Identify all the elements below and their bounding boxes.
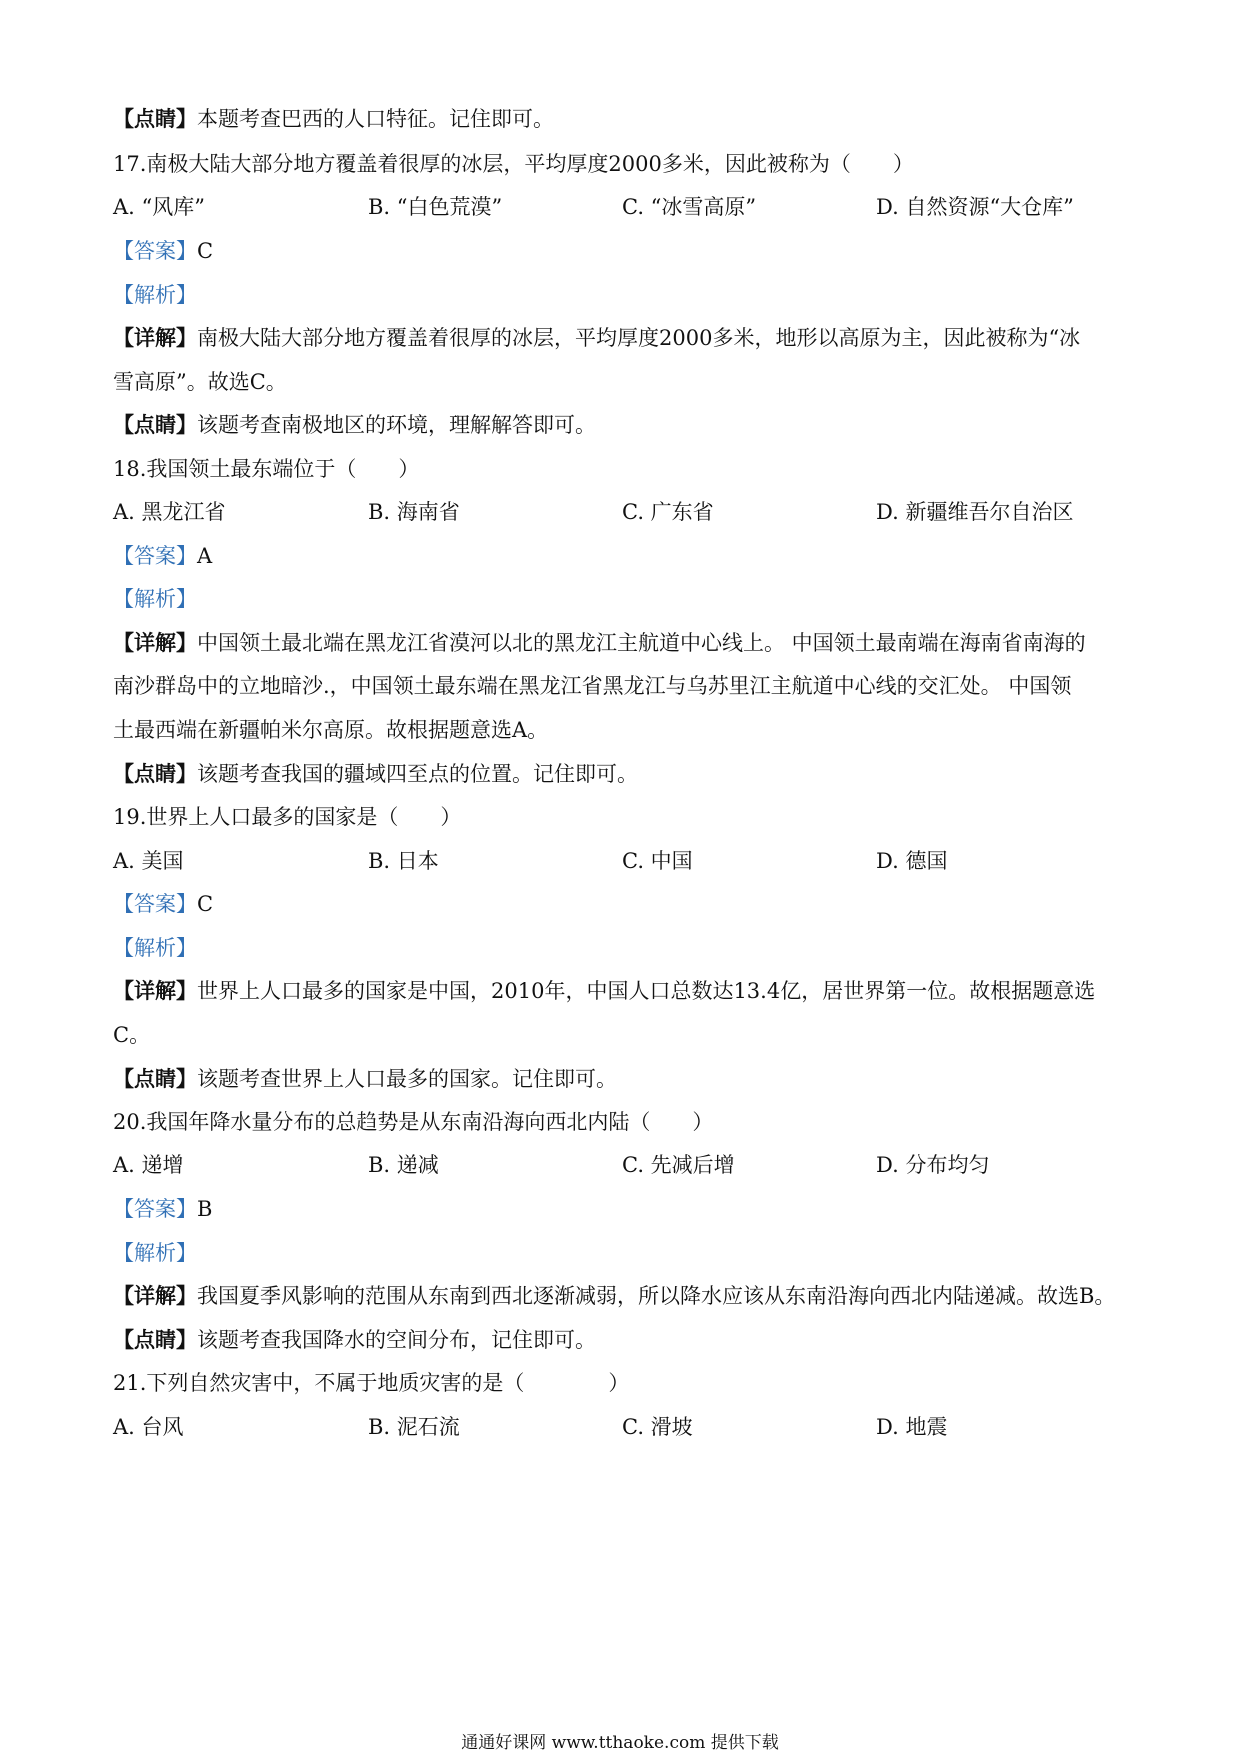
detail-text: 中国领土最北端在黑龙江省漠河以北的黑龙江主航道中心线上。 中国领土最南端在海南省南海的 bbox=[197, 631, 1086, 655]
detail-tag: 【详解】 bbox=[113, 630, 197, 655]
q19-option-a: A. 美国 bbox=[113, 849, 184, 873]
q18-option-a: A. 黑龙江省 bbox=[113, 500, 226, 524]
detail-text: 世界上人口最多的国家是中国，2010年，中国人口总数达13.4亿，居世界第一位。故根据题意选 bbox=[197, 979, 1096, 1003]
q19-analysis-tag: 【解析】 bbox=[113, 936, 197, 960]
q19-option-b: B. 日本 bbox=[368, 849, 439, 873]
tip-text: 该题考查南极地区的环境，理解解答即可。 bbox=[197, 413, 596, 437]
tip-tag: 【点睛】 bbox=[113, 412, 197, 437]
page-footer: 通通好课网 www.tthaoke.com 提供下载 bbox=[461, 1733, 779, 1753]
tip-text: 该题考查我国降水的空间分布，记住即可。 bbox=[197, 1328, 596, 1352]
tip-text: 该题考查世界上人口最多的国家。记住即可。 bbox=[197, 1067, 617, 1091]
tip-line bbox=[113, 105, 554, 133]
answer-tag: 【答案】 bbox=[113, 892, 197, 916]
q20-option-b: B. 递减 bbox=[368, 1153, 439, 1177]
q21-option-b: B. 泥石流 bbox=[368, 1415, 460, 1439]
answer-tag: 【答案】 bbox=[113, 1197, 197, 1221]
q19-option-d: D. 德国 bbox=[876, 849, 948, 873]
q20-answer bbox=[113, 1195, 212, 1223]
q17-option-d: D. 自然资源“大仓库” bbox=[876, 195, 1074, 219]
q18-detail-3: 土最西端在新疆帕米尔高原。故根据题意选A。 bbox=[113, 718, 549, 742]
tip-tag: 【点睛】 bbox=[113, 761, 197, 786]
q21-option-d: D. 地震 bbox=[876, 1415, 948, 1439]
q17-option-b: B. “白色荒漠” bbox=[368, 195, 503, 219]
q20-option-a: A. 递增 bbox=[113, 1153, 184, 1177]
tip-text: 该题考查我国的疆域四至点的位置。记住即可。 bbox=[197, 762, 638, 786]
q21-option-c: C. 滑坡 bbox=[622, 1415, 693, 1439]
q19-detail-1 bbox=[113, 977, 1095, 1005]
question-18: 18.我国领土最东端位于（ ） bbox=[113, 457, 420, 481]
answer-tag: 【答案】 bbox=[113, 544, 197, 568]
question-17: 17.南极大陆大部分地方覆盖着很厚的冰层，平均厚度2000多米，因此被称为（ ） bbox=[113, 152, 914, 176]
q20-tip bbox=[113, 1326, 596, 1354]
q17-tip bbox=[113, 411, 596, 439]
q20-detail-1 bbox=[113, 1282, 1115, 1310]
q17-option-a: A. “风库” bbox=[113, 195, 205, 219]
answer-value: A bbox=[197, 544, 213, 568]
q18-detail-1 bbox=[113, 629, 1086, 657]
answer-tag: 【答案】 bbox=[113, 239, 197, 263]
tip-tag: 【点睛】 bbox=[113, 1066, 197, 1091]
q18-detail-2: 南沙群岛中的立地暗沙.，中国领土最东端在黑龙江省黑龙江与乌苏里江主航道中心线的交汇处。 中国领 bbox=[113, 674, 1072, 698]
answer-value: C bbox=[197, 239, 214, 263]
q21-option-a: A. 台风 bbox=[113, 1415, 184, 1439]
tip-tag: 【点睛】 bbox=[113, 106, 197, 131]
tip-tag: 【点睛】 bbox=[113, 1327, 197, 1352]
question-19: 19.世界上人口最多的国家是（ ） bbox=[113, 805, 462, 829]
q18-option-b: B. 海南省 bbox=[368, 500, 460, 524]
detail-tag: 【详解】 bbox=[113, 325, 197, 350]
q17-analysis-tag: 【解析】 bbox=[113, 283, 197, 307]
detail-text: 我国夏季风影响的范围从东南到西北逐渐减弱，所以降水应该从东南沿海向西北内陆递减。故选B。 bbox=[197, 1284, 1116, 1308]
question-21: 21.下列自然灾害中，不属于地质灾害的是（ ） bbox=[113, 1371, 630, 1395]
q20-analysis-tag: 【解析】 bbox=[113, 1241, 197, 1265]
q19-answer bbox=[113, 890, 213, 918]
question-20: 20.我国年降水量分布的总趋势是从东南沿海向西北内陆（ ） bbox=[113, 1110, 714, 1134]
q19-option-c: C. 中国 bbox=[622, 849, 693, 873]
q18-option-d: D. 新疆维吾尔自治区 bbox=[876, 500, 1074, 524]
q17-detail-2: 雪高原”。故选C。 bbox=[113, 370, 287, 394]
q18-tip bbox=[113, 760, 638, 788]
q19-tip bbox=[113, 1065, 617, 1093]
q17-answer bbox=[113, 237, 213, 265]
detail-text: 南极大陆大部分地方覆盖着很厚的冰层，平均厚度2000多米，地形以高原为主，因此被称为“冰 bbox=[197, 326, 1081, 350]
q18-answer bbox=[113, 542, 212, 570]
answer-value: C bbox=[197, 892, 214, 916]
q17-detail-1 bbox=[113, 324, 1080, 352]
tip-text: 本题考查巴西的人口特征。记住即可。 bbox=[197, 107, 554, 131]
q20-option-d: D. 分布均匀 bbox=[876, 1153, 990, 1177]
detail-tag: 【详解】 bbox=[113, 1283, 197, 1308]
q18-option-c: C. 广东省 bbox=[622, 500, 714, 524]
answer-value: B bbox=[197, 1197, 213, 1221]
detail-tag: 【详解】 bbox=[113, 978, 197, 1003]
q17-option-c: C. “冰雪高原” bbox=[622, 195, 757, 219]
q20-option-c: C. 先减后增 bbox=[622, 1153, 735, 1177]
q18-analysis-tag: 【解析】 bbox=[113, 587, 197, 611]
q19-detail-2: C。 bbox=[113, 1023, 151, 1047]
